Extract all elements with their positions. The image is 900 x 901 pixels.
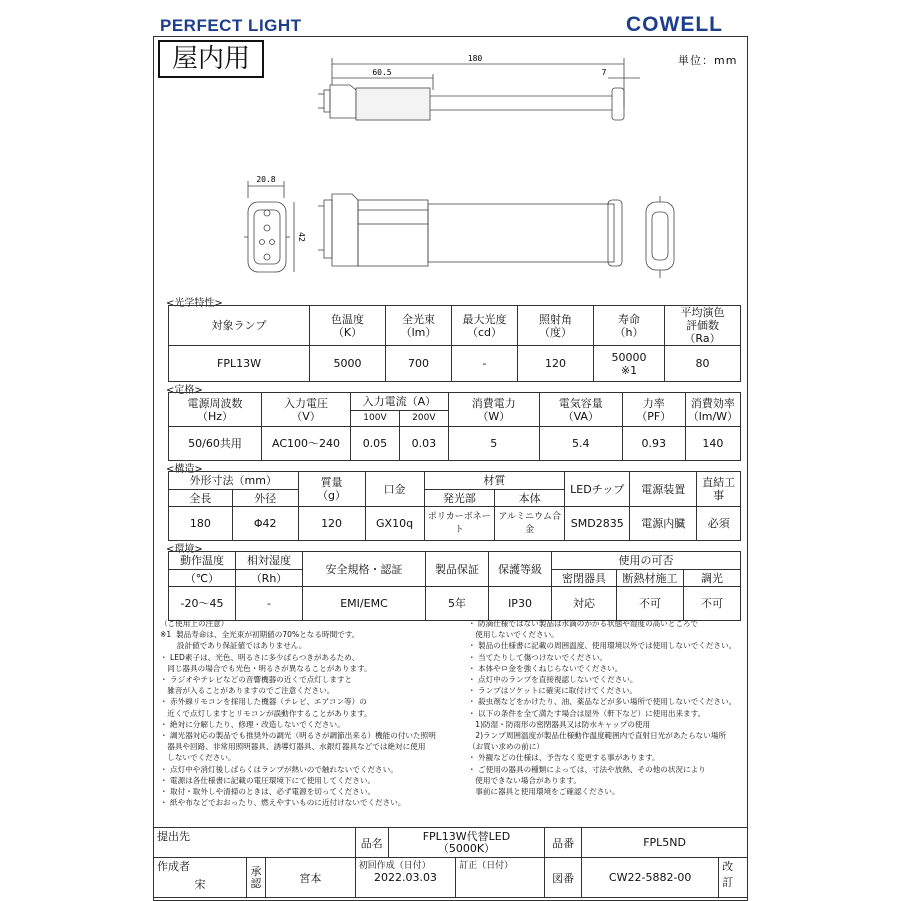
product-no: FPL5ND: [582, 828, 748, 858]
created-label: 初回作成（日付）: [358, 861, 431, 871]
drawing-no-label: 図番: [545, 858, 582, 898]
author: 宋: [194, 878, 206, 891]
revision-label: 改訂: [719, 858, 748, 898]
rating-value: 50/60共用: [169, 427, 262, 461]
env-header: 製品保証: [426, 552, 489, 587]
created-date: 2022.03.03: [373, 871, 437, 884]
optical-value: 700: [386, 346, 452, 382]
structure-table: [168, 471, 741, 541]
section-environment-label: <環境>: [166, 544, 203, 555]
rating-header: 電源周波数 （Hz）: [169, 393, 262, 427]
env-header: 動作温度: [169, 552, 236, 570]
product-no-label: 品番: [545, 828, 582, 858]
rating-value: 5.4: [539, 427, 622, 461]
dim-total: 180: [467, 54, 483, 63]
author-cell: [154, 858, 247, 898]
rating-value: 0.03: [399, 427, 448, 461]
brand-perfect-light: PERFECT LIGHT: [160, 16, 302, 35]
author-label: 作成者: [157, 860, 190, 873]
structure-value: ポリカーボネート: [424, 507, 495, 541]
product-name-label: 品名: [355, 828, 388, 858]
product-name: FPL13W代替LED （5000K）: [388, 828, 544, 858]
rating-header: 入力電流（A）: [351, 393, 449, 411]
structure-value: SMD2835: [565, 507, 630, 541]
footer-table: [153, 827, 748, 898]
rating-value: 0.93: [622, 427, 685, 461]
rating-subheader: 100V: [351, 411, 400, 427]
env-value: IP30: [489, 587, 552, 621]
optical-value: 5000: [310, 346, 386, 382]
env-subheader: 断熱材施工: [617, 570, 684, 587]
notes-right: ・ 防滴仕様ではない製品は水滴のかかる状態や湿度の高いところで 使用しないでください。 ・ 製品の仕様書に記載の周囲温度、使用環境以外では使用しないでください。 ・ 当てたりして傷つけないでください。 ・ 本体やロ金を強くねじらないでください。 ・ 点灯中のランプを直接視認しないでください。 ・ ランプはソケットに確実に取付けてください。 ・ 殺虫剤などをかけたり、油、薬品などが多い場所で使用しないでください。 ・ 以下の条件を全て満たす場合は屋外（軒下など）に使用出来ます。 1)防湿・防雨形の密閉器具又は防水キャップの使用 2)ランプ周囲温度が製品仕様動作温度範囲内で直射日光があたらない場所 （お買い求めの前に） ・ 外観などの仕様は、予告なく変更する事があります。 ・ ご使用の器具の種類によっては、寸法や放熱、その他の状況により 使用できない場合があります。 事前に器具と使用環境をご確認ください。: [468, 619, 737, 797]
dim-left: 60.5: [372, 68, 392, 77]
technical-drawing: [240, 50, 700, 290]
env-value: 不可: [617, 587, 684, 621]
rating-header: 電気容量 （VA）: [539, 393, 622, 427]
rating-header: 消費電力 （W）: [448, 393, 539, 427]
rating-value: AC100～240: [262, 427, 351, 461]
optical-value: -: [452, 346, 518, 382]
rating-value: 5: [448, 427, 539, 461]
structure-header: 電源装置: [630, 472, 697, 507]
optical-header: 平均演色 評価数 （Ra）: [665, 306, 741, 346]
structure-header: 口金: [365, 472, 424, 507]
approver: 宮本: [266, 858, 356, 898]
optical-header: 色温度 （K）: [310, 306, 386, 346]
structure-header: 材質: [424, 472, 565, 490]
env-value: 不可: [684, 587, 741, 621]
revised-label: 訂正（日付）: [456, 858, 545, 898]
rating-header: 消費効率 （lm/W）: [685, 393, 740, 427]
structure-value: アルミニウム合金: [495, 507, 565, 541]
section-structure-label: <構造>: [166, 464, 203, 475]
optical-header: 照射角 （度）: [518, 306, 594, 346]
optical-value: 80: [665, 346, 741, 382]
env-value: -20～45: [169, 587, 236, 621]
rating-value: 0.05: [351, 427, 400, 461]
structure-header: LEDチップ: [565, 472, 630, 507]
optical-value: 50000 ※1: [594, 346, 665, 382]
dim-width: 20.8: [256, 175, 276, 184]
brand-cowell-logo: COWELL: [626, 13, 723, 36]
dim-right: 7: [601, 68, 607, 77]
env-header: 安全規格・認証: [303, 552, 426, 587]
env-header: 相対湿度: [236, 552, 303, 570]
structure-subheader: 全長: [169, 490, 233, 507]
rating-header: 入力電圧 （V）: [262, 393, 351, 427]
env-subheader: （Rh）: [236, 570, 303, 587]
optical-table: [168, 305, 741, 382]
structure-value: 120: [298, 507, 365, 541]
structure-value: 必須: [697, 507, 741, 541]
env-header: 保護等級: [489, 552, 552, 587]
env-value: 対応: [552, 587, 617, 621]
optical-header: 最大光度 （cd）: [452, 306, 518, 346]
structure-subheader: 外径: [232, 490, 298, 507]
created-cell: [355, 858, 455, 898]
structure-value: GX10q: [365, 507, 424, 541]
structure-subheader: 本体: [495, 490, 565, 507]
environment-table: [168, 551, 741, 621]
section-optical-label: <光学特性>: [166, 298, 223, 309]
structure-value: 180: [169, 507, 233, 541]
env-value: EMI/EMC: [303, 587, 426, 621]
optical-header: 対象ランプ: [169, 306, 310, 346]
rating-subheader: 200V: [399, 411, 448, 427]
dim-height: 42: [297, 232, 306, 242]
structure-header: 直結工事: [697, 472, 741, 507]
structure-header: 質量 （g）: [298, 472, 365, 507]
structure-value: 電源内臓: [630, 507, 697, 541]
notes-left: （ご使用上の注意） ※1 製品寿命は、全光束が初期値の70%となる時間です。 設計値であり保証値ではありません。 ・ LED素子は、光色、明るさに多少ばらつきがあるため、 同じ器具の場合でも光色・明るさが異なることがあります。 ・ ラジオやテレビなどの音響機器の近くで点灯しますと 雑音が入ることがありますのでご注意ください。 ・ 赤外線リモコンを採用した機器（テレビ、エアコン等）の 近くで点灯しますとリモコンが誤動作することがあります。 ・ 絶対に分解したり、修理・改造しないでください。 ・ 調光器対応の製品でも推奨外の調光（明るさが調節出来る）機能の付いた照明 器具や回路、非常用照明器具、誘導灯器具、水銀灯器具などでは絶対に使用 しないでください。 ・ 点灯中や消灯後しばらくはランプが熱いので触れないでください。 ・ 電源は各仕様書に記載の電圧環境下にて使用してください。 ・ 取付・取外しや清掃のときは、必ず電源を切ってください。 ・ 紙や布などでおおったり、燃えやすいものに近付けないでください。: [160, 619, 436, 808]
page-title: 屋内用: [158, 40, 264, 78]
env-value: 5年: [426, 587, 489, 621]
structure-subheader: 発光部: [424, 490, 495, 507]
optical-value: FPL13W: [169, 346, 310, 382]
env-subheader: 調光: [684, 570, 741, 587]
drawing-no: CW22-5882-00: [582, 858, 719, 898]
rating-value: 140: [685, 427, 740, 461]
structure-value: Φ42: [232, 507, 298, 541]
rating-table: [168, 392, 741, 461]
env-subheader: （℃）: [169, 570, 236, 587]
env-header: 使用の可否: [552, 552, 741, 570]
approver-label: 承 認: [247, 858, 266, 898]
optical-value: 120: [518, 346, 594, 382]
rating-header: 力率 （PF）: [622, 393, 685, 427]
optical-header: 寿命 （h）: [594, 306, 665, 346]
submit-to-label: 提出先: [154, 828, 356, 858]
structure-header: 外形寸法（mm）: [169, 472, 299, 490]
env-subheader: 密閉器具: [552, 570, 617, 587]
env-value: -: [236, 587, 303, 621]
section-rating-label: <定格>: [166, 385, 203, 396]
optical-header: 全光束 （lm）: [386, 306, 452, 346]
unit-label: 単位：mm: [678, 54, 738, 67]
